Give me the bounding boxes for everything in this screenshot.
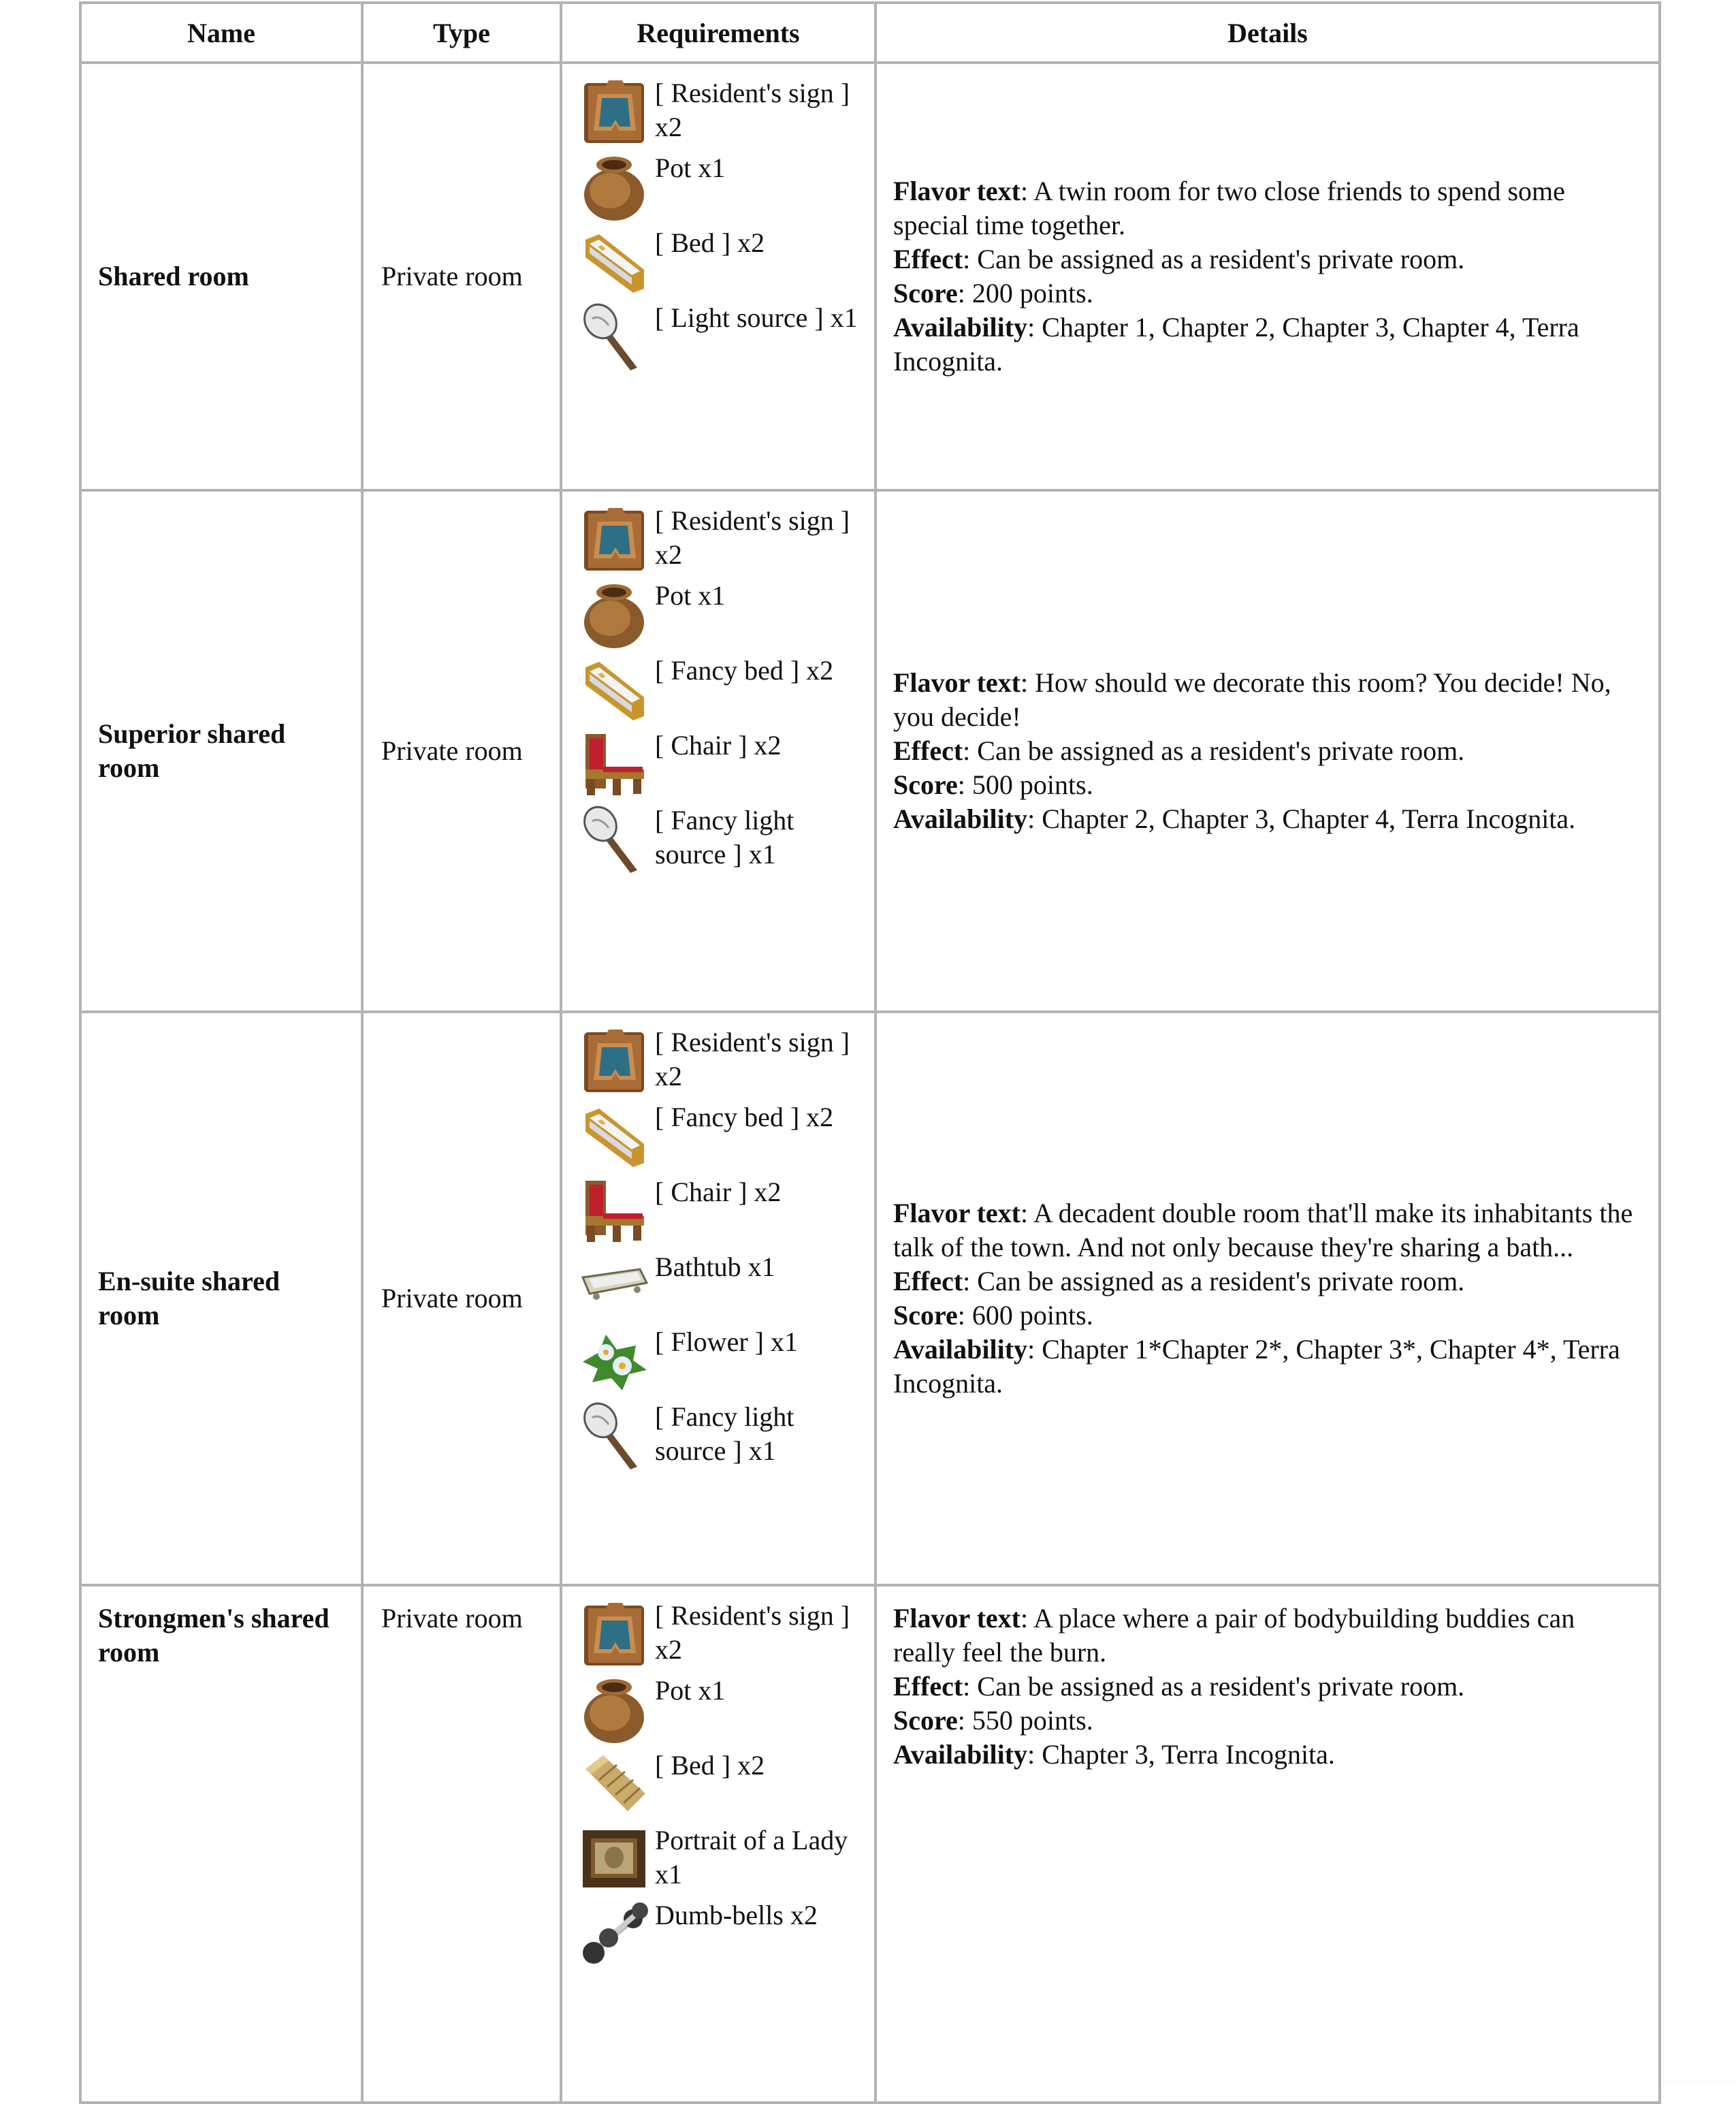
flavor-text-value: A twin room for two close friends to spend some special time together.	[893, 176, 1565, 240]
separator: :	[957, 1300, 972, 1330]
requirement-item	[579, 729, 865, 799]
score-text-label: Score	[893, 1300, 958, 1330]
separator: :	[1020, 667, 1035, 698]
pot-icon	[579, 151, 649, 222]
flavor-text-value: A place where a pair of bodybuilding buddies can really feel the burn.	[893, 1603, 1575, 1668]
requirement-item	[579, 504, 865, 575]
requirement-item	[579, 579, 865, 650]
requirement-text: Pot x1	[655, 1675, 726, 1706]
room-type: Private room	[362, 490, 561, 1012]
separator: :	[957, 278, 972, 308]
flavor-text	[893, 1196, 1638, 1264]
room-type: Private room	[362, 63, 561, 490]
effect-text	[893, 242, 1638, 276]
availability-text-value: Chapter 3, Terra Incognita.	[1042, 1739, 1335, 1770]
straw-bed-icon	[579, 1749, 649, 1819]
effect-text-value: Can be assigned as a resident's private room.	[977, 244, 1465, 274]
details-cell	[875, 1012, 1660, 1585]
requirement-item	[579, 301, 865, 372]
effect-text-value: Can be assigned as a resident's private room.	[977, 1671, 1465, 1702]
requirement-text: [ Resident's sign ] x2	[655, 1027, 850, 1091]
pot-icon	[579, 579, 649, 650]
availability-text	[893, 1333, 1638, 1401]
effect-text-value: Can be assigned as a resident's private room.	[977, 735, 1465, 766]
flavor-text	[893, 1601, 1638, 1670]
requirement-text: Dumb-bells x2	[655, 1900, 818, 1930]
separator: :	[963, 244, 978, 274]
header-requirements: Requirements	[561, 3, 875, 63]
effect-text-value: Can be assigned as a resident's private room.	[977, 1266, 1465, 1296]
availability-text	[893, 1738, 1638, 1772]
separator: :	[1020, 1603, 1033, 1633]
availability-text-label: Availability	[893, 1739, 1028, 1770]
details-cell	[875, 63, 1660, 490]
light-source-icon	[579, 1400, 649, 1471]
residents-sign-icon	[579, 1025, 649, 1096]
flavor-text-label: Flavor text	[893, 176, 1020, 206]
header-details: Details	[875, 3, 1660, 63]
header-name: Name	[80, 3, 362, 63]
flavor-text-label: Flavor text	[893, 667, 1020, 698]
room-type: Private room	[362, 1585, 561, 2103]
chair-icon	[579, 729, 649, 799]
flower-icon	[579, 1325, 649, 1396]
flavor-text-label: Flavor text	[893, 1198, 1020, 1228]
bathtub-icon	[579, 1250, 649, 1321]
effect-text-label: Effect	[893, 244, 963, 274]
availability-text-value: Chapter 1*Chapter 2*, Chapter 3*, Chapter 4*, Terra Incognita.	[893, 1334, 1620, 1399]
details-cell	[875, 490, 1660, 1012]
requirement-text: [ Fancy light source ] x1	[655, 805, 794, 870]
requirement-text: [ Resident's sign ] x2	[655, 505, 850, 570]
requirement-item	[579, 1325, 865, 1396]
score-text-label: Score	[893, 278, 958, 308]
requirement-item	[579, 226, 865, 297]
bed-icon	[579, 226, 649, 297]
availability-text-value: Chapter 1, Chapter 2, Chapter 3, Chapter 4, Terra Incognita.	[893, 312, 1579, 377]
effect-text	[893, 1670, 1638, 1704]
availability-text-value: Chapter 2, Chapter 3, Chapter 4, Terra Incognita.	[1042, 803, 1576, 834]
table-row	[80, 1012, 1660, 1585]
availability-text-label: Availability	[893, 1334, 1028, 1365]
room-type: Private room	[362, 1012, 561, 1585]
requirement-text: [ Chair ] x2	[655, 730, 782, 761]
header-type: Type	[362, 3, 561, 63]
residents-sign-icon	[579, 76, 649, 147]
room-name: Shared room	[80, 63, 362, 490]
separator: :	[963, 1671, 978, 1702]
room-name: Strongmen's shared room	[80, 1585, 362, 2103]
availability-text-label: Availability	[893, 312, 1028, 342]
table-header-row	[80, 3, 1660, 63]
score-text	[893, 276, 1638, 310]
page-margin	[1661, 0, 1736, 2083]
requirements-cell	[561, 490, 875, 1012]
requirement-text: Pot x1	[655, 580, 726, 611]
requirement-item	[579, 1749, 865, 1819]
separator: :	[1027, 1334, 1042, 1365]
residents-sign-icon	[579, 1599, 649, 1670]
score-text-value: 500 points.	[971, 769, 1093, 800]
requirement-item	[579, 1250, 865, 1321]
requirement-text: [ Resident's sign ] x2	[655, 1600, 850, 1665]
score-text	[893, 1298, 1638, 1333]
separator: :	[957, 769, 972, 800]
availability-text	[893, 310, 1638, 379]
score-text	[893, 768, 1638, 802]
chair-icon	[579, 1175, 649, 1246]
fancy-bed-icon	[579, 654, 649, 724]
requirement-text: [ Fancy light source ] x1	[655, 1401, 794, 1466]
residents-sign-icon	[579, 504, 649, 575]
flavor-text-label: Flavor text	[893, 1603, 1020, 1633]
requirement-item	[579, 1100, 865, 1171]
requirements-cell	[561, 63, 875, 490]
requirement-text: Portrait of a Lady x1	[655, 1825, 848, 1890]
score-text-value: 200 points.	[971, 278, 1093, 308]
flavor-text-value: A decadent double room that'll make its inhabitants the talk of the town. And not only because they're sharing a bath...	[893, 1198, 1633, 1262]
requirement-item	[579, 1599, 865, 1670]
fancy-bed-icon	[579, 1100, 649, 1171]
requirement-item	[579, 1400, 865, 1471]
flavor-text-value: How should we decorate this room? You decide! No, you decide!	[893, 667, 1611, 732]
score-text-label: Score	[893, 769, 958, 800]
details-cell	[875, 1585, 1660, 2103]
requirement-text: [ Flower ] x1	[655, 1326, 798, 1357]
separator: :	[1020, 1198, 1033, 1228]
effect-text-label: Effect	[893, 1671, 963, 1702]
requirement-item	[579, 151, 865, 222]
effect-text-label: Effect	[893, 735, 963, 766]
separator: :	[1027, 1739, 1042, 1770]
score-text-value: 600 points.	[971, 1300, 1093, 1330]
separator: :	[1027, 312, 1042, 342]
requirement-item	[579, 1898, 865, 1969]
requirement-item	[579, 1175, 865, 1246]
requirement-text: [ Bed ] x2	[655, 227, 765, 258]
separator: :	[963, 1266, 978, 1296]
separator: :	[1020, 176, 1033, 206]
separator: :	[963, 735, 978, 766]
effect-text	[893, 734, 1638, 768]
requirement-item	[579, 1674, 865, 1744]
requirement-text: [ Chair ] x2	[655, 1177, 782, 1207]
pot-icon	[579, 1674, 649, 1744]
score-text-label: Score	[893, 1705, 958, 1736]
requirement-item	[579, 1823, 865, 1894]
availability-text	[893, 802, 1638, 836]
room-name: Superior shared room	[80, 490, 362, 1012]
requirement-text: Pot x1	[655, 153, 726, 183]
requirement-text: Bathtub x1	[655, 1252, 775, 1282]
requirements-cell	[561, 1012, 875, 1585]
light-source-icon	[579, 803, 649, 874]
requirement-text: [ Fancy bed ] x2	[655, 655, 834, 686]
table-row	[80, 1585, 1660, 2103]
effect-text	[893, 1264, 1638, 1298]
effect-text-label: Effect	[893, 1266, 963, 1296]
flavor-text	[893, 174, 1638, 242]
requirement-text: [ Fancy bed ] x2	[655, 1102, 834, 1132]
requirement-text: [ Bed ] x2	[655, 1750, 765, 1781]
room-name: En-suite shared room	[80, 1012, 362, 1585]
separator: :	[1027, 803, 1042, 834]
requirement-text: [ Resident's sign ] x2	[655, 78, 850, 142]
requirement-text: [ Light source ] x1	[655, 302, 858, 333]
table-row	[80, 63, 1660, 490]
rooms-table	[79, 1, 1661, 2104]
light-source-icon	[579, 301, 649, 372]
requirement-item	[579, 1025, 865, 1096]
dumbbells-icon	[579, 1898, 649, 1969]
score-text	[893, 1704, 1638, 1738]
flavor-text	[893, 666, 1638, 734]
table-row	[80, 490, 1660, 1012]
requirement-item	[579, 803, 865, 874]
separator: :	[957, 1705, 972, 1736]
requirement-item	[579, 654, 865, 724]
availability-text-label: Availability	[893, 803, 1028, 834]
requirement-item	[579, 76, 865, 147]
score-text-value: 550 points.	[971, 1705, 1093, 1736]
portrait-icon	[579, 1823, 649, 1894]
requirements-cell	[561, 1585, 875, 2103]
